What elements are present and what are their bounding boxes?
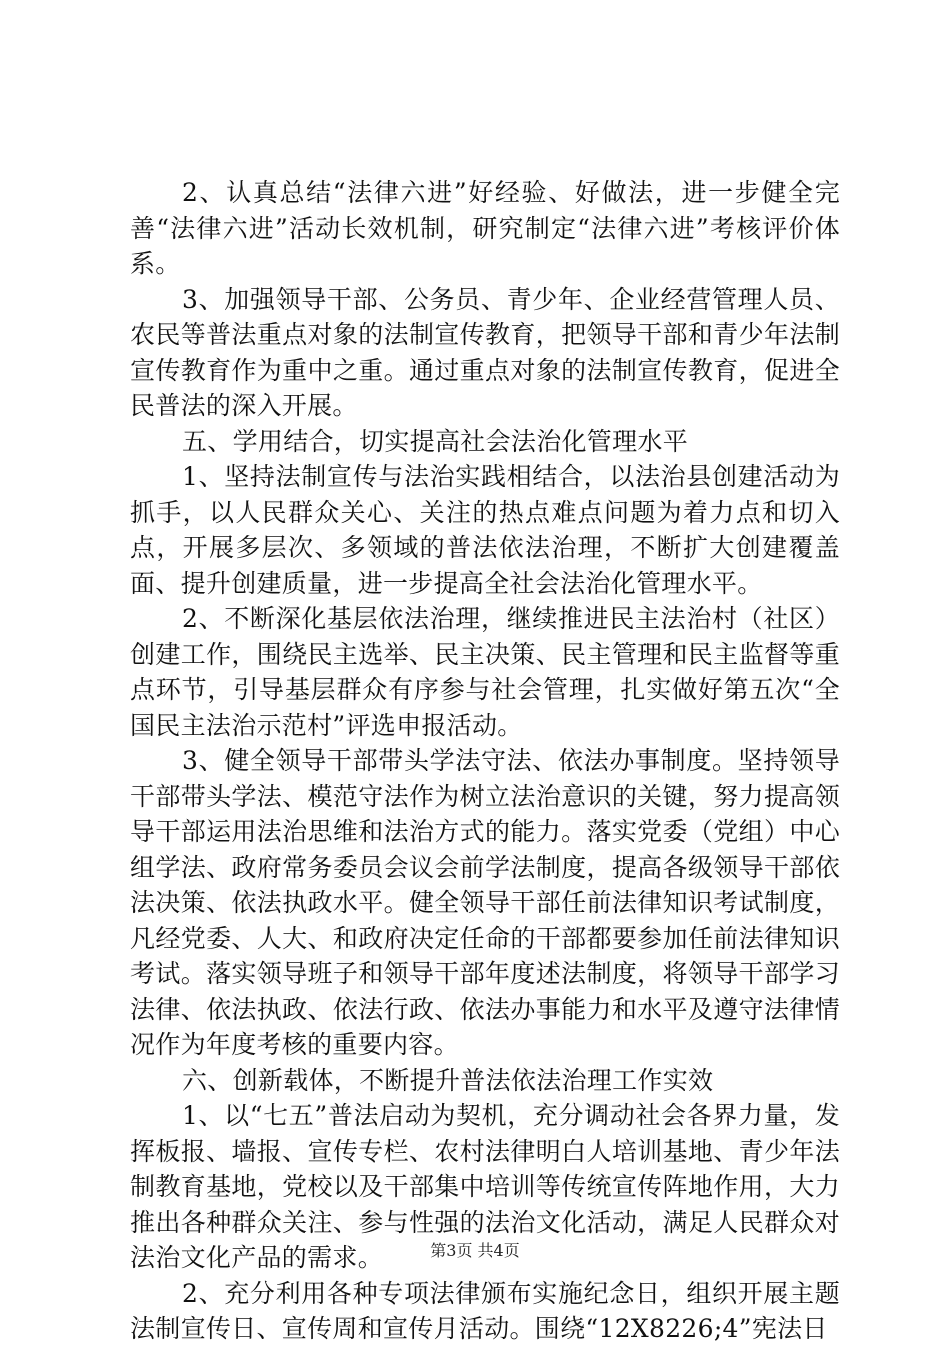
paragraph: 2、认真总结“法律六进”好经验、好做法，进一步健全完善“法律六进”活动长效机制，研究制定“法律六进”考核评价体系。 bbox=[130, 178, 840, 278]
paragraph: 1、以“七五”普法启动为契机，充分调动社会各界力量，发挥板报、墙报、宣传专栏、农村法律明白人培训基地、青少年法制教育基地，党校以及干部集中培训等传统宣传阵地作用，大力推出各种群众关注、参与性强的法治文化活动，满足人民群众对法治文化产品的需求。 bbox=[130, 1101, 840, 1272]
page-number-footer: 第3页 共4页 bbox=[430, 1241, 520, 1260]
paragraph: 2、不断深化基层依法治理，继续推进民主法治村（社区）创建工作，围绕民主选举、民主决策、民主管理和民主监督等重点环节，引导基层群众有序参与社会管理，扎实做好第五次“全国民主法治示范村”评选申报活动。 bbox=[130, 604, 840, 740]
document-body bbox=[130, 175, 840, 1347]
paragraph: 3、健全领导干部带头学法守法、依法办事制度。坚持领导干部带头学法、模范守法作为树立法治意识的关键，努力提高领导干部运用法治思维和法治方式的能力。落实党委（党组）中心组学法、政府常务委员会议会前学法制度，提高各级领导干部依法决策、依法执政水平。健全领导干部任前法律知识考试制度，凡经党委、人大、和政府决定任命的干部都要参加任前法律知识考试。落实领导班子和领导干部年度述法制度，将领导干部学习法律、依法执政、依法行政、依法办事能力和水平及遵守法律情况作为年度考核的重要内容。 bbox=[130, 746, 840, 1059]
paragraph: 1、坚持法制宣传与法治实践相结合，以法治县创建活动为抓手，以人民群众关心、关注的热点难点问题为着力点和切入点，开展多层次、多领域的普法依法治理，不断扩大创建覆盖面、提升创建质量，进一步提高全社会法治化管理水平。 bbox=[130, 462, 840, 598]
paragraph: 2、充分利用各种专项法律颁布实施纪念日，组织开展主题法制宣传日、宣传周和宣传月活动。围绕“12X8226;4”宪法日 bbox=[130, 1278, 840, 1343]
section-heading: 五、学用结合，切实提高社会法治化管理水平 bbox=[182, 426, 689, 456]
paragraph: 3、加强领导干部、公务员、青少年、企业经营管理人员、农民等普法重点对象的法制宣传教育，把领导干部和青少年法制宣传教育作为重中之重。通过重点对象的法制宣传教育，促进全民普法的深入开展。 bbox=[130, 284, 840, 420]
section-heading: 六、创新载体，不断提升普法依法治理工作实效 bbox=[182, 1065, 714, 1095]
